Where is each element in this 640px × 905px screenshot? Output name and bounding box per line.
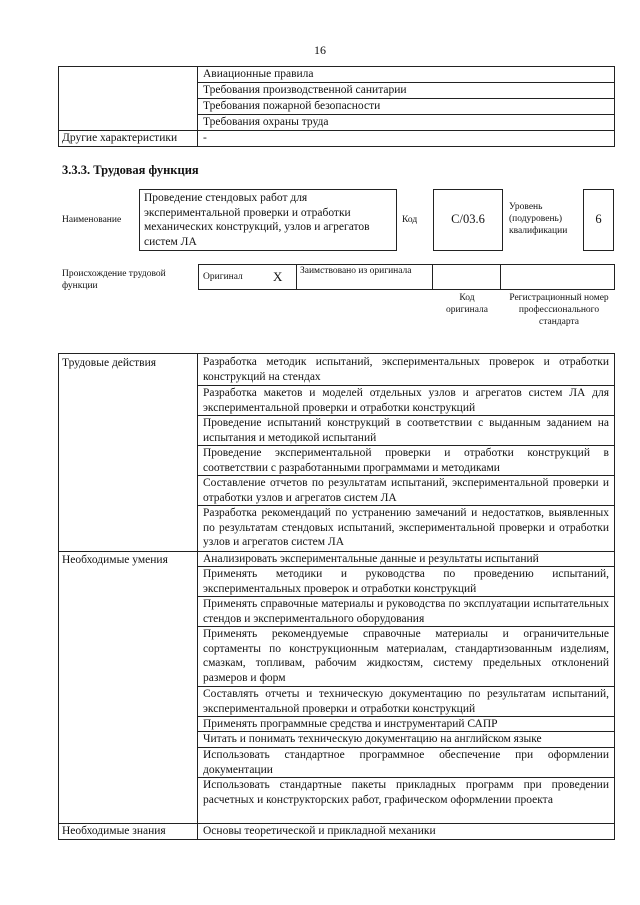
code-label: Код xyxy=(402,215,418,225)
action-item: Разработка макетов и моделей отдельных узлов и агрегатов систем ЛА для экспериментальной проверки и отработки конструкций xyxy=(203,387,609,414)
skill-item: Анализировать экспериментальные данные и результаты испытаний xyxy=(203,553,539,565)
top-table-item: Требования производственной санитарии xyxy=(203,84,407,96)
section-title: 3.3.3. Трудовая функция xyxy=(62,163,199,177)
function-name: Проведение стендовых работ для экспериментальной проверки и отработки механических конструкций, узлов и агрегатов систем ЛА xyxy=(144,192,370,248)
actions-label: Трудовые действия xyxy=(62,357,157,369)
original-mark: X xyxy=(273,269,283,284)
skill-item: Использовать стандартное программное обеспечение при оформлении документации xyxy=(203,749,609,776)
other-characteristics-value: - xyxy=(203,132,207,144)
top-table-item: Требования пожарной безопасности xyxy=(203,100,381,112)
level-label: Уровень (подуровень) квалификации xyxy=(509,202,568,236)
top-table-item: Требования охраны труда xyxy=(203,116,329,128)
action-item: Разработка методик испытаний, экспериментальных проверок и отработки конструкций на стендах xyxy=(203,356,609,383)
skill-item: Применять программные средства и инструментарий САПР xyxy=(203,718,498,730)
top-table-item: Авиационные правила xyxy=(203,68,314,80)
skills-label: Необходимые умения xyxy=(62,554,168,566)
reg-number-caption: Регистрационный номер профессионального стандарта xyxy=(509,293,609,327)
skill-item: Применять методики и руководства по проведению испытаний, экспериментальных проверок и отработки конструкций xyxy=(203,568,609,595)
knowledge-item: Основы теоретической и прикладной механики xyxy=(203,825,436,837)
action-item: Проведение испытаний конструкций в соответствии с выданным заданием на испытания и методикой испытаний xyxy=(203,417,609,444)
level-value: 6 xyxy=(595,212,602,226)
skill-item: Составлять отчеты и техническую документацию по результатам испытаний, экспериментальной проверки и отработки конструкций xyxy=(203,688,609,715)
action-item: Составление отчетов по результатам испытаний, экспериментальной проверки и отработки узлов и агрегатов систем ЛА xyxy=(203,477,609,504)
borrowed-label: Заимствовано из оригинала xyxy=(300,266,412,276)
skill-item: Использовать стандартные пакеты прикладных программ при проведении расчетных и конструкторских работ, графическом оформлении проекта xyxy=(203,779,609,806)
name-label: Наименование xyxy=(62,215,122,225)
code-value: C/03.6 xyxy=(451,212,485,226)
origin-label: Происхождение трудовой функции xyxy=(62,269,166,291)
code-original-caption: Код оригинала xyxy=(446,293,488,315)
action-item: Разработка рекомендаций по устранению замечаний и недостатков, выявленных по результатам стендовых испытаний, экспериментальной проверки и отработки узлов и агрегатов систем ЛА xyxy=(203,507,609,548)
other-characteristics-label: Другие характеристики xyxy=(62,132,178,144)
original-label: Оригинал xyxy=(203,272,243,282)
skill-item: Применять справочные материалы и руководства по эксплуатации испытательных стендов и экспериментального оборудования xyxy=(203,598,609,625)
skill-item: Читать и понимать техническую документацию на английском языке xyxy=(203,733,542,745)
action-item: Проведение экспериментальной проверки и отработки конструкций в соответствии с разработанными программами и методиками xyxy=(203,447,609,474)
knowledge-label: Необходимые знания xyxy=(62,825,166,837)
skill-item: Применять рекомендуемые справочные материалы и ограничительные сортаменты по конструкционным материалам, стандартизованным изделиям, смазкам, топливам, рабочим жидкостям, систему предельных отклонений размеров и форм xyxy=(203,628,609,684)
page-number: 16 xyxy=(314,43,326,57)
